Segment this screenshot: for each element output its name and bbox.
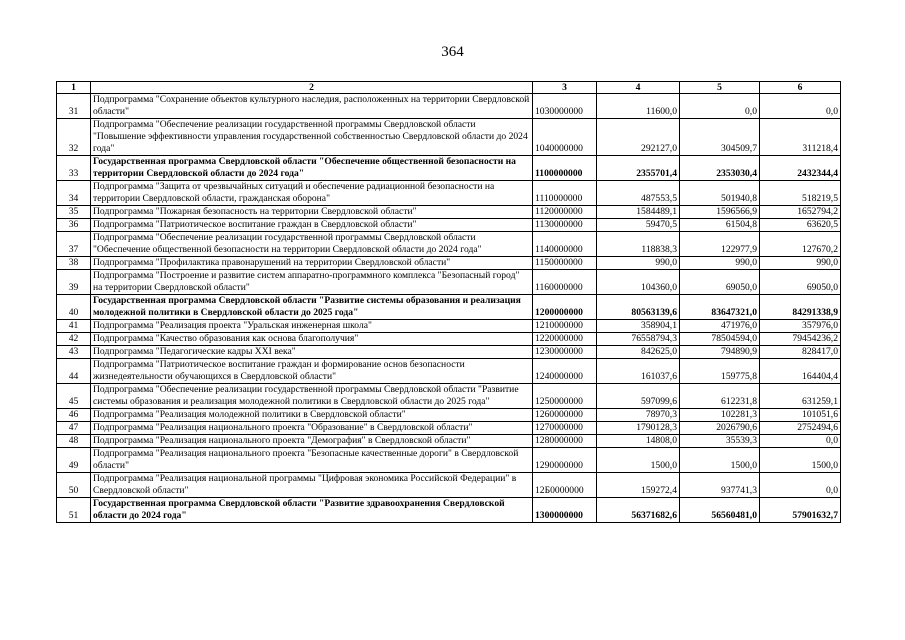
program-code: 1040000000 — [533, 119, 597, 156]
value-col-4: 14808,0 — [597, 435, 680, 448]
program-code: 1270000000 — [533, 422, 597, 435]
value-col-6: 518219,5 — [760, 181, 841, 206]
value-col-5: 56560481,0 — [680, 498, 760, 523]
program-code: 1160000000 — [533, 270, 597, 295]
value-col-6: 828417,0 — [760, 346, 841, 359]
program-code: 1120000000 — [533, 206, 597, 219]
program-code: 1150000000 — [533, 257, 597, 270]
table-row — [57, 219, 841, 232]
row-number: 45 — [57, 384, 91, 409]
program-name: Подпрограмма "Педагогические кадры XXI века" — [91, 346, 533, 359]
program-name: Государственная программа Свердловской области "Обеспечение общественной безопасности на территории Свердловской области до 2024 года" — [91, 156, 533, 181]
value-col-4: 1584489,1 — [597, 206, 680, 219]
value-col-6: 57901632,7 — [760, 498, 841, 523]
program-code: 1140000000 — [533, 232, 597, 257]
program-name: Подпрограмма "Обеспечение реализации государственной программы Свердловской области "Повышение эффективности управления государственной собственностью Свердловской области до 2024 года" — [91, 119, 533, 156]
value-col-5: 794890,9 — [680, 346, 760, 359]
value-col-6: 63620,5 — [760, 219, 841, 232]
program-name: Подпрограмма "Реализация проекта "Уральская инженерная школа" — [91, 320, 533, 333]
value-col-4: 118838,3 — [597, 232, 680, 257]
value-col-4: 161037,6 — [597, 359, 680, 384]
value-col-4: 159272,4 — [597, 473, 680, 498]
program-code: 1030000000 — [533, 94, 597, 119]
header-col-5: 5 — [680, 82, 760, 94]
program-code: 1210000000 — [533, 320, 597, 333]
value-col-4: 78970,3 — [597, 409, 680, 422]
table-row — [57, 156, 841, 181]
program-name: Подпрограмма "Защита от чрезвычайных ситуаций и обеспечение радиационной безопасности на территории Свердловской области, гражданская оборона" — [91, 181, 533, 206]
program-code: 1230000000 — [533, 346, 597, 359]
value-col-5: 78504594,0 — [680, 333, 760, 346]
program-code: 1240000000 — [533, 359, 597, 384]
value-col-5: 0,0 — [680, 94, 760, 119]
table-row — [57, 270, 841, 295]
value-col-5: 61504,8 — [680, 219, 760, 232]
program-code: 1290000000 — [533, 448, 597, 473]
budget-table — [56, 81, 841, 523]
row-number: 48 — [57, 435, 91, 448]
program-code: 1300000000 — [533, 498, 597, 523]
value-col-6: 84291338,9 — [760, 295, 841, 320]
value-col-4: 842625,0 — [597, 346, 680, 359]
value-col-5: 937741,3 — [680, 473, 760, 498]
program-name: Подпрограмма "Качество образования как основа благополучия" — [91, 333, 533, 346]
table-row — [57, 422, 841, 435]
value-col-6: 0,0 — [760, 94, 841, 119]
table-row — [57, 435, 841, 448]
value-col-6: 101051,6 — [760, 409, 841, 422]
row-number: 35 — [57, 206, 91, 219]
row-number: 46 — [57, 409, 91, 422]
page-number: 364 — [441, 44, 464, 60]
value-col-5: 501940,8 — [680, 181, 760, 206]
value-col-4: 1790128,3 — [597, 422, 680, 435]
value-col-5: 471976,0 — [680, 320, 760, 333]
value-col-6: 0,0 — [760, 473, 841, 498]
table-row — [57, 94, 841, 119]
value-col-5: 1596566,9 — [680, 206, 760, 219]
row-number: 43 — [57, 346, 91, 359]
row-number: 50 — [57, 473, 91, 498]
value-col-4: 104360,0 — [597, 270, 680, 295]
table-row — [57, 181, 841, 206]
value-col-5: 612231,8 — [680, 384, 760, 409]
header-col-1: 1 — [57, 82, 91, 94]
program-code: 1110000000 — [533, 181, 597, 206]
table-row — [57, 359, 841, 384]
value-col-6: 127670,2 — [760, 232, 841, 257]
value-col-4: 487553,5 — [597, 181, 680, 206]
row-number: 38 — [57, 257, 91, 270]
program-code: 1250000000 — [533, 384, 597, 409]
program-name: Подпрограмма "Реализация национального проекта "Демография" в Свердловской области" — [91, 435, 533, 448]
table-row — [57, 320, 841, 333]
value-col-5: 69050,0 — [680, 270, 760, 295]
value-col-4: 292127,0 — [597, 119, 680, 156]
program-name: Подпрограмма "Реализация национальной программы "Цифровая экономика Российской Федерации" в Свердловской области" — [91, 473, 533, 498]
program-name: Подпрограмма "Обеспечение реализации государственной программы Свердловской области "Развитие системы образования и реализация молодежной политики в Свердловской области до 2025 года" — [91, 384, 533, 409]
program-name: Государственная программа Свердловской области "Развитие системы образования и реализация молодежной политики в Свердловской области до 2025 года" — [91, 295, 533, 320]
header-col-6: 6 — [760, 82, 841, 94]
table-row — [57, 448, 841, 473]
row-number: 33 — [57, 156, 91, 181]
value-col-5: 304509,7 — [680, 119, 760, 156]
row-number: 40 — [57, 295, 91, 320]
row-number: 41 — [57, 320, 91, 333]
value-col-4: 11600,0 — [597, 94, 680, 119]
table-row — [57, 333, 841, 346]
value-col-5: 990,0 — [680, 257, 760, 270]
value-col-6: 1500,0 — [760, 448, 841, 473]
row-number: 32 — [57, 119, 91, 156]
program-name: Государственная программа Свердловской области "Развитие здравоохранения Свердловской области до 2024 года" — [91, 498, 533, 523]
table-row — [57, 206, 841, 219]
program-name: Подпрограмма "Профилактика правонарушений на территории Свердловской области" — [91, 257, 533, 270]
value-col-5: 2026790,6 — [680, 422, 760, 435]
table-row — [57, 232, 841, 257]
row-number: 51 — [57, 498, 91, 523]
row-number: 47 — [57, 422, 91, 435]
program-name: Подпрограмма "Пожарная безопасность на территории Свердловской области" — [91, 206, 533, 219]
program-code: 1260000000 — [533, 409, 597, 422]
row-number: 42 — [57, 333, 91, 346]
program-name: Подпрограмма "Патриотическое воспитание граждан и формирование основ безопасности жизнедеятельности обучающихся в Свердловской области" — [91, 359, 533, 384]
value-col-5: 102281,3 — [680, 409, 760, 422]
program-name: Подпрограмма "Сохранение объектов культурного наследия, расположенных на территории Свердловской области" — [91, 94, 533, 119]
header-col-2: 2 — [91, 82, 533, 94]
value-col-6: 2752494,6 — [760, 422, 841, 435]
value-col-6: 1652794,2 — [760, 206, 841, 219]
value-col-4: 1500,0 — [597, 448, 680, 473]
value-col-6: 990,0 — [760, 257, 841, 270]
table-row — [57, 473, 841, 498]
table-row — [57, 257, 841, 270]
row-number: 37 — [57, 232, 91, 257]
value-col-4: 76558794,3 — [597, 333, 680, 346]
value-col-4: 990,0 — [597, 257, 680, 270]
value-col-4: 358904,1 — [597, 320, 680, 333]
program-code: 1200000000 — [533, 295, 597, 320]
program-name: Подпрограмма "Реализация молодежной политики в Свердловской области" — [91, 409, 533, 422]
value-col-5: 122977,9 — [680, 232, 760, 257]
table-row — [57, 346, 841, 359]
value-col-6: 2432344,4 — [760, 156, 841, 181]
value-col-4: 2355701,4 — [597, 156, 680, 181]
table-row — [57, 498, 841, 523]
row-number: 39 — [57, 270, 91, 295]
value-col-4: 80563139,6 — [597, 295, 680, 320]
header-col-4: 4 — [597, 82, 680, 94]
row-number: 36 — [57, 219, 91, 232]
header-row — [57, 82, 841, 94]
program-name: Подпрограмма "Реализация национального проекта "Образование" в Свердловской области" — [91, 422, 533, 435]
table-row — [57, 384, 841, 409]
row-number: 34 — [57, 181, 91, 206]
value-col-5: 159775,8 — [680, 359, 760, 384]
value-col-4: 597099,6 — [597, 384, 680, 409]
program-code: 1100000000 — [533, 156, 597, 181]
program-code: 1280000000 — [533, 435, 597, 448]
value-col-6: 357976,0 — [760, 320, 841, 333]
value-col-4: 59470,5 — [597, 219, 680, 232]
table-row — [57, 119, 841, 156]
row-number: 49 — [57, 448, 91, 473]
value-col-6: 0,0 — [760, 435, 841, 448]
row-number: 44 — [57, 359, 91, 384]
table-row — [57, 295, 841, 320]
value-col-6: 69050,0 — [760, 270, 841, 295]
value-col-4: 56371682,6 — [597, 498, 680, 523]
value-col-6: 311218,4 — [760, 119, 841, 156]
program-code: 12Б0000000 — [533, 473, 597, 498]
value-col-5: 35539,3 — [680, 435, 760, 448]
value-col-5: 1500,0 — [680, 448, 760, 473]
value-col-6: 631259,1 — [760, 384, 841, 409]
value-col-6: 79454236,2 — [760, 333, 841, 346]
program-name: Подпрограмма "Построение и развитие систем аппаратно-программного комплекса "Безопасный город" на территории Свердловской области" — [91, 270, 533, 295]
program-code: 1220000000 — [533, 333, 597, 346]
program-name: Подпрограмма "Патриотическое воспитание граждан в Свердловской области" — [91, 219, 533, 232]
value-col-5: 83647321,0 — [680, 295, 760, 320]
value-col-6: 164404,4 — [760, 359, 841, 384]
value-col-5: 2353030,4 — [680, 156, 760, 181]
program-code: 1130000000 — [533, 219, 597, 232]
program-name: Подпрограмма "Реализация национального проекта "Безопасные качественные дороги" в Свердловской области" — [91, 448, 533, 473]
table-row — [57, 409, 841, 422]
program-name: Подпрограмма "Обеспечение реализации государственной программы Свердловской области "Обеспечение общественной безопасности на территории Свердловской области до 2024 года" — [91, 232, 533, 257]
row-number: 31 — [57, 94, 91, 119]
header-col-3: 3 — [533, 82, 597, 94]
